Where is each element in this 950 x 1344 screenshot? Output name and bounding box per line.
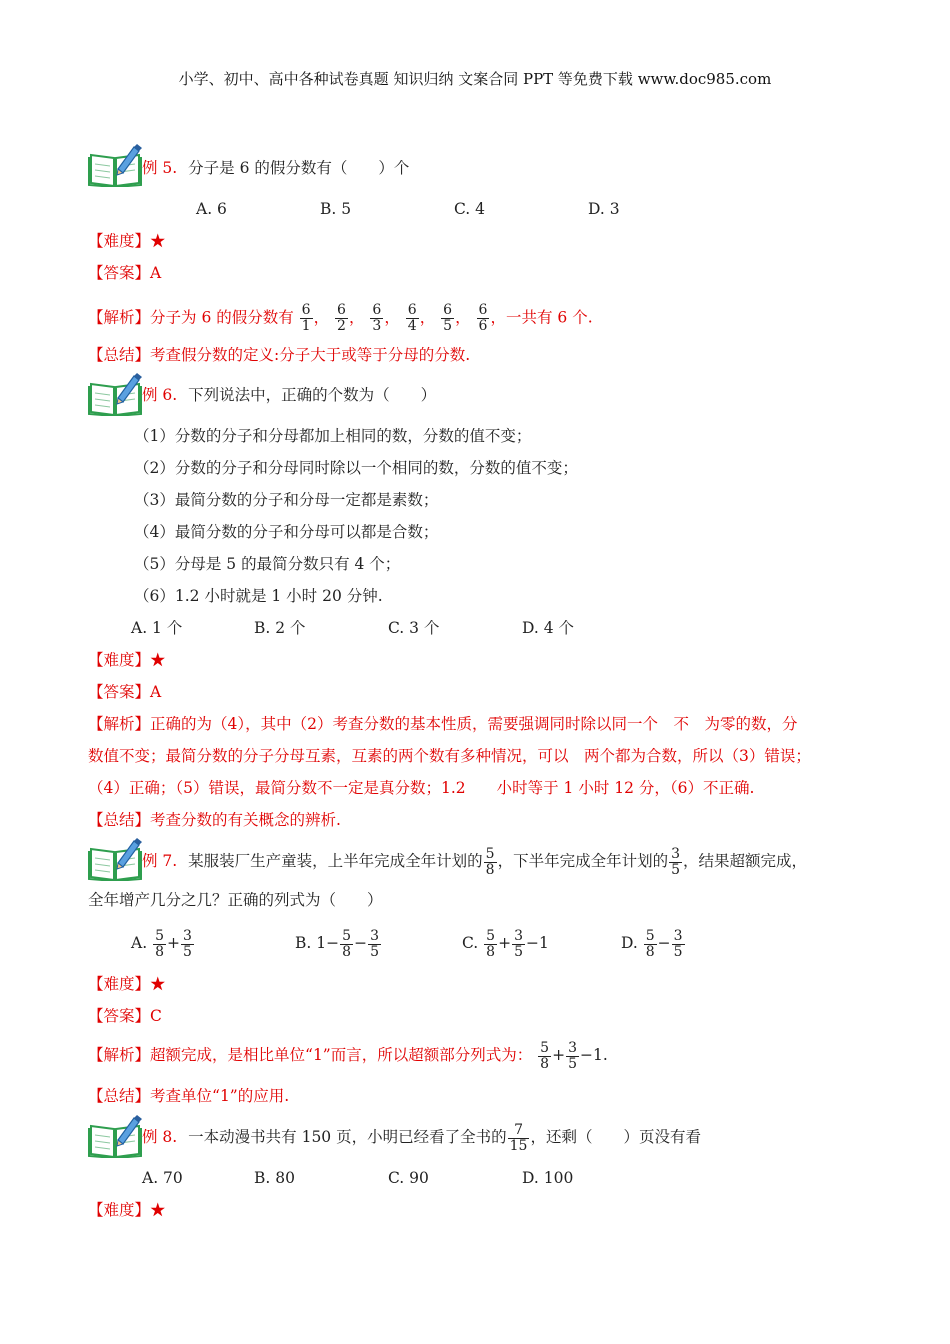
statement-3: （3）最简分数的分子和分母一定都是素数； [134,491,439,509]
answer-row [88,680,161,704]
example-label: 例 7. [142,852,178,870]
difficulty-row [88,229,166,253]
analysis-row: 【解析】超额完成，是相比单位“1”而言，所以超额部分列式为： $\frac{5}{8}$ + $\frac{3}{5}$ −1. [88,1039,608,1072]
option-c: C. $\frac{5}{8}$ + $\frac{3}{5}$ −1 [462,927,549,960]
fraction: $\frac{3}{5}$ [671,845,681,878]
example-8-question: 例 8. 一本动漫书共有 150 页，小明已经看了全书的 $\frac{7}{15}$ ，还剩（ ）页没有看 [142,1121,701,1154]
fraction: $\frac{7}{15}$ [509,1121,528,1154]
difficulty-tag: 【难度】 [88,1201,151,1219]
option-b: B. 80 [254,1169,295,1187]
analysis-line: （4）正确；（5）错误，最简分数不一定是真分数；1.2 小时等于 1 小时 12 分，（6）不正确. [88,779,755,797]
example-label: 例 5. [142,159,178,177]
star-icon: ★ [150,1201,166,1219]
option-c: C. 4 [454,200,486,218]
question-text: 某服装厂生产童装，上半年完成全年计划的 [188,852,483,870]
book-pencil-icon [88,372,142,416]
analysis-line: 正确的为（4），其中（2）考查分数的基本性质，需要强调同时除以同一个 不 为零的数，分 [150,715,798,733]
example-7-question: 例 7. 某服装厂生产童装，上半年完成全年计划的 $\frac{5}{8}$ ，下半年完成全年计划的 $\frac{3}{5}$ ，结果超额完成， [142,845,808,878]
option-b: B. 1− $\frac{5}{8}$ − $\frac{3}{5}$ [295,927,379,960]
answer-tag: 【答案】 [88,683,151,701]
answer-tag: 【答案】 [88,264,151,282]
question-text: 下列说法中，正确的个数为（ ） [188,386,437,404]
difficulty-row [88,1198,166,1222]
option-a: A. 70 [142,1169,183,1187]
example-label: 例 8. [142,1128,178,1146]
summary-tag: 【总结】 [88,346,151,364]
analysis-tag: 【解析】 [88,715,151,733]
answer-row [88,1004,162,1028]
summary-row [88,808,341,832]
difficulty-tag: 【难度】 [88,232,151,250]
fraction: $\frac{6}{1}$ [301,302,311,334]
summary-row [88,1084,289,1108]
option-d: D. 3 [588,200,620,218]
analysis-row [88,712,798,736]
analysis-row: 【解析】分子为 6 的假分数有 $\frac{6}{1}$ ， $\frac{6}{2}$ ， $\frac{6}{3}$ ， $\frac{6}{4}$ ， $\frac{6}{5}$ ， $\frac{6}{6}$ ，一共有 6 个. [88,302,593,334]
option-d: D. 4 个 [522,619,575,637]
statement-1: （1）分数的分子和分母都加上相同的数，分数的值不变； [134,427,532,445]
statement-6: （6）1.2 小时就是 1 小时 20 分钟. [134,587,383,605]
summary-text: 考查单位“1”的应用. [150,1087,290,1105]
option-d: D. $\frac{5}{8}$ − $\frac{3}{5}$ [621,927,683,960]
option-a: A. $\frac{5}{8}$ + $\frac{3}{5}$ [131,927,192,960]
summary-row [88,343,470,367]
page-header: 小学、初中、高中各种试卷真题 知识归纳 文案合同 PPT 等免费下载 www.doc985.com [178,70,772,88]
statement-5: （5）分母是 5 的最简分数只有 4 个； [134,555,401,573]
statement-4: （4）最简分数的分子和分母可以都是合数； [134,523,439,541]
example-label: 例 6. [142,386,178,404]
summary-text: 考查假分数的定义:分子大于或等于分母的分数. [150,346,471,364]
option-b: B. 5 [320,200,352,218]
question-line-2: 全年增产几分之几？正确的列式为（ ） [88,891,383,909]
option-c: C. 3 个 [388,619,440,637]
analysis-tag: 【解析】 [88,308,151,327]
star-icon: ★ [150,232,166,250]
fraction: $\frac{6}{6}$ [478,302,488,334]
example-6-question [142,383,436,407]
difficulty-row [88,648,166,672]
book-pencil-icon [88,143,142,187]
analysis-tag: 【解析】 [88,1046,151,1064]
answer-value: C [150,1007,162,1025]
example-5-question [142,156,409,180]
answer-tag: 【答案】 [88,1007,151,1025]
star-icon: ★ [150,975,166,993]
analysis-text: 超额完成，是相比单位“1”而言，所以超额部分列式为： [150,1046,533,1064]
answer-value: A [150,683,162,701]
question-text: 分子是 6 的假分数有（ ）个 [188,159,410,177]
fraction: $\frac{6}{3}$ [372,302,382,334]
analysis-line: 数值不变；最简分数的分子分母互素，互素的两个数有多种情况，可以 两个都为合数，所以（3）错误； [88,747,811,765]
fraction: $\frac{5}{8}$ [485,845,495,878]
option-b: B. 2 个 [254,619,306,637]
summary-text: 考查分数的有关概念的辨析. [150,811,341,829]
summary-tag: 【总结】 [88,1087,151,1105]
summary-tag: 【总结】 [88,811,151,829]
analysis-text: 分子为 6 的假分数有 [150,308,294,327]
option-c: C. 90 [388,1169,429,1187]
fraction: $\frac{6}{2}$ [337,302,346,334]
question-text: 一本动漫书共有 150 页，小明已经看了全书的 [188,1128,507,1146]
difficulty-tag: 【难度】 [88,975,151,993]
difficulty-row [88,972,166,996]
option-a: A. 1 个 [131,619,183,637]
statement-2: （2）分数的分子和分母同时除以一个相同的数，分数的值不变； [134,459,578,477]
book-pencil-icon [88,1114,142,1158]
book-pencil-icon [88,837,142,881]
fraction: $\frac{6}{4}$ [407,302,417,334]
option-d: D. 100 [522,1169,574,1187]
star-icon: ★ [150,651,166,669]
analysis-suffix: 一共有 6 个. [505,308,593,327]
difficulty-tag: 【难度】 [88,651,151,669]
answer-row [88,261,161,285]
option-a: A. 6 [196,200,227,218]
answer-value: A [150,264,162,282]
fraction: $\frac{6}{5}$ [443,302,453,334]
